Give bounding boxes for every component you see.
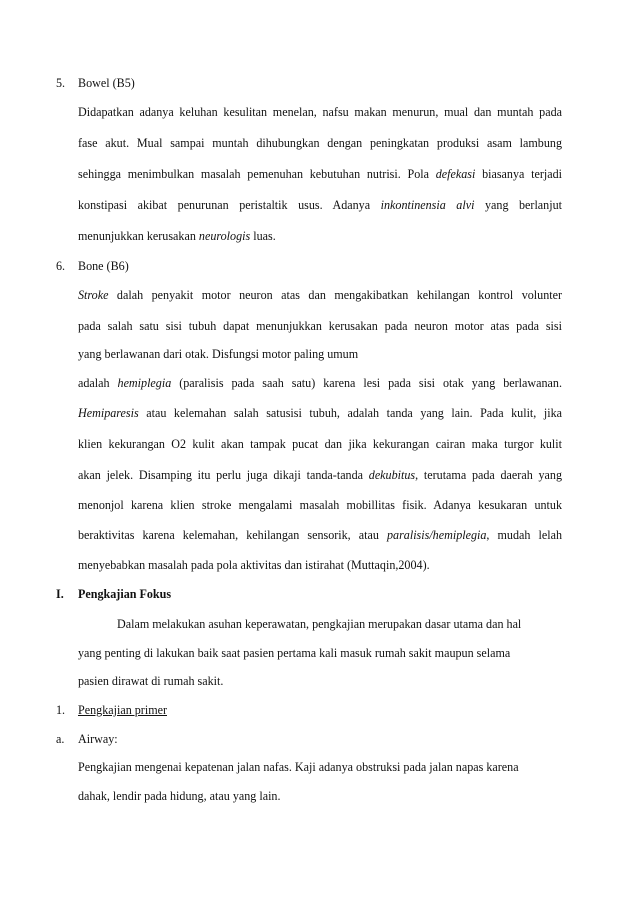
bone-heading: Bone (B6) <box>78 259 129 273</box>
bowel-line-1: Didapatkan adanya keluhan kesulitan menelan, nafsu makan menurun, mual dan muntah pada <box>78 105 562 119</box>
item-6-number: 6. <box>56 259 66 273</box>
term-inkontinensia-alvi: inkontinensia alvi <box>380 198 475 212</box>
section-i-number: I. <box>56 587 64 601</box>
bowel-line-4: konstipasi akibat penurunan peristaltik usus. Adanya inkontinensia alvi yang berlanjut <box>78 198 562 212</box>
fokus-line-2: yang penting di lakukan baik saat pasien pertama kali masuk rumah sakit maupun selama <box>78 646 511 660</box>
bone-line-8: menonjol karena klien stroke mengalami masalah mobillitas fisik. Adanya kesukaran untuk <box>78 498 562 512</box>
bowel-line-2: fase akut. Mual sampai muntah dihubungkan dengan peningkatan produksi asam lambung <box>78 136 562 150</box>
term-neurologis: neurologis <box>198 229 251 243</box>
term-hemiplegia: hemiplegia <box>117 376 172 390</box>
bone-line-2: pada salah satu sisi tubuh dapat menunjukkan kerusakan pada neuron motor atas pada sisi <box>78 319 562 333</box>
item-a-letter: a. <box>56 732 65 746</box>
bone-line-10: menyebabkan masalah pada pola aktivitas dan istirahat (Muttaqin,2004). <box>78 558 430 572</box>
airway-heading: Airway: <box>78 732 118 746</box>
bowel-heading: Bowel (B5) <box>78 76 135 90</box>
airway-line-1: Pengkajian mengenai kepatenan jalan nafas. Kaji adanya obstruksi pada jalan napas karena <box>78 760 519 774</box>
fokus-line-3: pasien dirawat di rumah sakit. <box>78 674 224 688</box>
bone-line-5: Hemiparesis atau kelemahan salah satusisi tubuh, adalah tanda yang lain. Pada kulit, jika <box>78 406 562 420</box>
bone-line-7: akan jelek. Disamping itu perlu juga dikaji tanda-tanda dekubitus, terutama pada daerah yang <box>78 468 562 482</box>
bone-line-4: adalah hemiplegia (paralisis pada saah satu) karena lesi pada sisi otak yang berlawanan. <box>78 376 562 390</box>
bone-line-6: klien kekurangan O2 kulit akan tampak pucat dan jika kekurangan cairan maka turgor kulit <box>78 437 562 451</box>
bone-line-1: Stroke dalah penyakit motor neuron atas dan mengakibatkan kehilangan kontrol volunter <box>78 288 562 302</box>
item-5-number: 5. <box>56 76 66 90</box>
bowel-line-3: sehingga menimbulkan masalah pemenuhan kebutuhan nutrisi. Pola defekasi biasanya terjadi <box>78 167 562 181</box>
term-stroke: Stroke <box>78 288 109 302</box>
fokus-line-1: Dalam melakukan asuhan keperawatan, pengkajian merupakan dasar utama dan hal <box>117 617 522 631</box>
bone-line-9: beraktivitas karena kelemahan, kehilangan sensorik, atau paralisis/hemiplegia, mudah lelah <box>78 528 562 542</box>
airway-line-2: dahak, lendir pada hidung, atau yang lain. <box>78 789 281 803</box>
bone-line-3: yang berlawanan dari otak. Disfungsi motor paling umum <box>78 347 359 361</box>
item-1-number: 1. <box>56 703 66 717</box>
section-i-heading: Pengkajian Fokus <box>78 587 172 601</box>
term-dekubitus: dekubitus <box>368 468 416 482</box>
pengkajian-primer-heading: Pengkajian primer <box>78 703 167 717</box>
term-hemiparesis: Hemiparesis <box>78 406 139 420</box>
term-paralisis-hemiplegia: paralisis/hemiplegia <box>386 528 487 542</box>
term-defekasi: defekasi <box>435 167 476 181</box>
bowel-line-5: menunjukkan kerusakan neurologis luas. <box>78 229 276 243</box>
